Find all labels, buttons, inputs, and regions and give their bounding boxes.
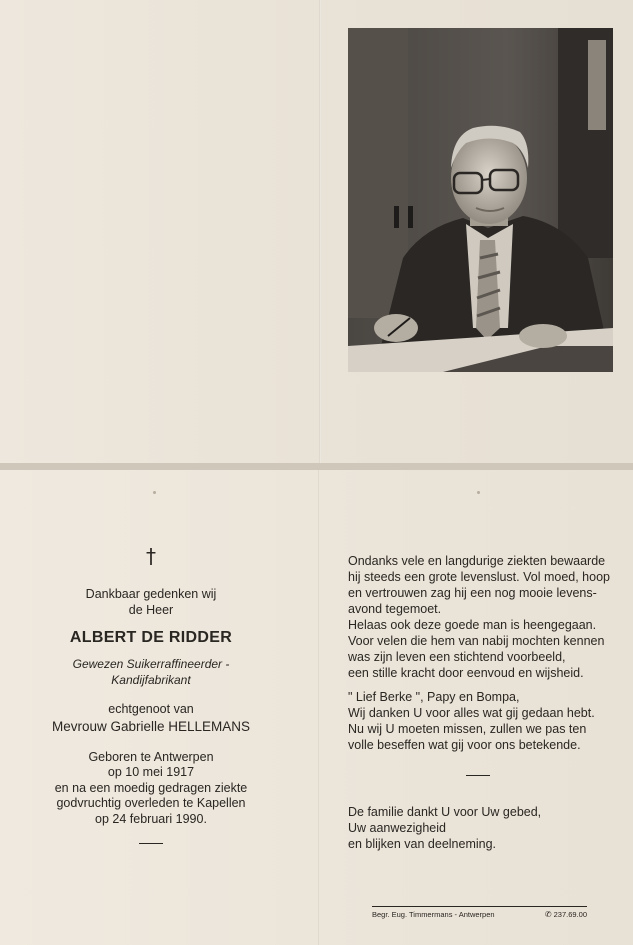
printer-name: Begr. Eug. Timmermans - Antwerpen <box>372 910 495 919</box>
fold-line-top <box>319 0 321 463</box>
closing-line: De familie dankt U voor Uw gebed, <box>348 805 542 819</box>
birth-date: op 10 mei 1917 <box>107 765 195 779</box>
text-line: " Lief Berke ", Papy en Bompa, <box>348 690 520 704</box>
text-line: en vertrouwen zag hij een nog mooie levens- <box>348 586 597 600</box>
closing-line: en blijken van deelneming. <box>348 837 497 851</box>
text-line: avond tegemoet. <box>348 602 442 616</box>
telephone-icon: ✆ <box>544 910 552 919</box>
death-date: op 24 februari 1990. <box>95 811 207 826</box>
obituary-right-column <box>348 553 613 852</box>
intro-line: de Heer <box>128 602 174 617</box>
text-line: hij steeds een grote levenslust. Vol moed, hoop <box>348 570 610 584</box>
closing-line: Uw aanwezigheid <box>348 821 446 835</box>
phone-number: 237.69.00 <box>553 910 587 919</box>
pin-hole <box>477 491 480 494</box>
printer-imprint <box>372 906 587 921</box>
text-line: volle beseffen wat gij voor ons betekende. <box>348 738 581 752</box>
spouse-name: Mevrouw Gabrielle HELLEMANS <box>51 718 251 734</box>
text-line: Ondanks vele en langdurige ziekten bewaarde <box>348 554 606 568</box>
occupation-line: Gewezen Suikerraffineerder - <box>72 657 230 671</box>
fold-line-bottom <box>318 470 319 945</box>
printer-phone <box>545 909 587 921</box>
text-line: Voor velen die hem van nabij mochten kennen <box>348 634 605 648</box>
spouse-label: echtgenoot van <box>108 702 194 716</box>
divider <box>139 843 163 844</box>
portrait-photo <box>348 28 613 372</box>
text-line: Helaas ook deze goede man is heengegaan. <box>348 618 597 632</box>
death-line: godvruchtig overleden te Kapellen <box>56 796 246 810</box>
text-line: Nu wij U moeten missen, zullen we pas ten <box>348 722 587 736</box>
text-line: een stille kracht door eenvoud en wijsheid. <box>348 666 584 680</box>
text-line: was zijn leven een stichtend voorbeeld, <box>348 650 566 664</box>
divider <box>466 775 490 776</box>
birth-line: Geboren te Antwerpen <box>88 749 214 764</box>
intro-line: Dankbaar gedenken wij <box>85 587 217 601</box>
deceased-name: ALBERT DE RIDDER <box>69 629 233 646</box>
occupation-line: Kandijfabrikant <box>111 673 191 687</box>
card-separator <box>0 463 633 470</box>
death-line: en na een moedig gedragen ziekte <box>54 780 248 795</box>
text-line: Wij danken U voor alles wat gij gedaan hebt. <box>348 706 595 720</box>
obituary-left-column <box>40 545 262 844</box>
pin-hole <box>153 491 156 494</box>
cross-icon: † <box>146 544 156 568</box>
